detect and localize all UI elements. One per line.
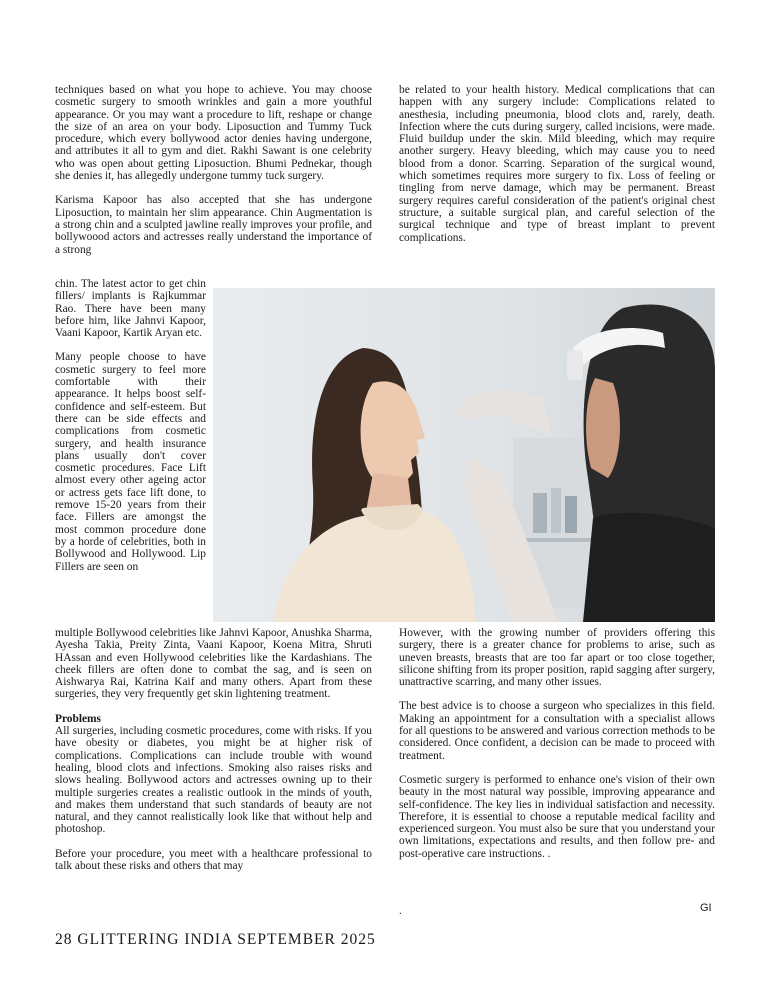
article-photo [213,288,715,622]
page-footer: 28 GLITTERING INDIA SEPTEMBER 2025 [55,931,376,948]
column-1-top [55,84,372,256]
section-heading: Problems [55,712,101,725]
paragraph: multiple Bollywood celebrities like Jahnvi Kapoor, Anushka Sharma, Ayesha Takia, Preity Zinta, Vaani Kapoor, Koena Mitra, Shruti HAssan and even Hollywood celebrities like the Kardashians. The cheek fillers are often done to combat the sag, and is seen on Aishwarya Rai, Katrina Kaif and many others. Apart from these surgeries, they very frequently get skin lightening treatment. [55,627,372,701]
paragraph: The best advice is to choose a surgeon who specializes in this field. Making an appointment for a consultation with a specialist allows for all questions to be answered and various correction methods to be considered. Once confident, a decision can be made to proceed with treatment. [399,700,716,762]
paragraph: Before your procedure, you meet with a healthcare professional to talk about these risks and others that may [55,847,372,873]
column-1-bottom [55,627,372,872]
author-signature: GI [700,902,712,914]
paragraph: Karisma Kapoor has also accepted that she has undergone Liposuction, to maintain her slim appearance. Chin Augmentation is a strong chin and a sculpted jawline really improves your profile, and bollywoood actors and actresses really understand the importance of a strong [55,194,372,256]
paragraph: techniques based on what you hope to achieve. You may choose cosmetic surgery to smooth wrinkles and gain a more youthful appearance. Or you may want a procedure to lift, reshape or change the size of an area on your body. Liposuction and Tummy Tuck procedure, which every bollywood actor denies having undergone, and attributes it all to gym and diet. Rakhi Sawant is one celebrity who was open about getting Liposuction. Bhumi Pednekar, though she denies it, has allegedly undergone tummy tuck surgery. [55,84,372,183]
paragraph: be related to your health history. Medical complications that can happen with any surgery include: Complications related to anesthesia, including pneumonia, blood clots and, rarely, death. Infection where the cuts during surgery, called incisions, were made. Fluid buildup under the skin. Mild bleeding, which may require another surgery. Heavy bleeding, which may cause you to need blood from a donor. Scarring. Separation of the surgical wound, which sometimes requires more surgery to fix. Loss of feeling or tingling from nerve damage, which may be permanent. Breast surgery requires careful consideration of the patient's original chest structure, a suitable surgical plan, and careful selection of the surgical technique and type of breast implant to prevent complications. [399,84,715,244]
end-mark: . [399,905,402,917]
paragraph: All surgeries, including cosmetic procedures, come with risks. If you have obesity or diabetes, you might be at higher risk of complications. Complications can include trouble with wound healing, blood clots and infections. Smoking also raises risks and slows healing. Bollywood actors and actresses owning up to their multiple surgeries creates a realistic outlook in the minds of youth, and makes them understand that such standards of beauty are not natural, and they cannot realistically look like that without help and photoshop. [55,725,372,836]
column-1-narrow [55,278,206,573]
column-2-bottom [399,627,715,860]
paragraph: However, with the growing number of providers offering this surgery, there is a greater chance for problems to arise, such as uneven breasts, breasts that are too far apart or too close together, silicone shifting from its proper position, rapid sagging after surgery, unattractive scarring, and many other issues. [399,627,715,689]
paragraph: chin. The latest actor to get chin fillers/ implants is Rajkummar Rao. There have been many before him, like Jahnvi Kapoor, Vaani Kapoor, Kartik Aryan etc. [55,278,206,340]
paragraph: Cosmetic surgery is performed to enhance one's vision of their own beauty in the most natural way possible, improving appearance and self-confidence. The key lies in individual satisfaction and necessity. Therefore, it is essential to choose a reputable medical facility and experienced surgeon. You must also be sure that you understand your own limitations, expectations and results, and then follow pre- and post-operative care instructions. . [399,773,715,860]
column-2-top [399,84,715,244]
paragraph: Many people choose to have cosmetic surgery to feel more comfortable with their appearance. It helps boost self-confidence and self-esteem. But there can be side effects and complications from cosmetic surgery, and health insurance plans usually don't cover cosmetic procedures. Face Lift almost every other ageing actor or actress gets face lift done, to remove 15-20 years from their face. Fillers are amongst the most common procedure done by a horde of celebrities, both in Bollywood and Hollywood. Lip Fillers are seen on [55,351,206,573]
